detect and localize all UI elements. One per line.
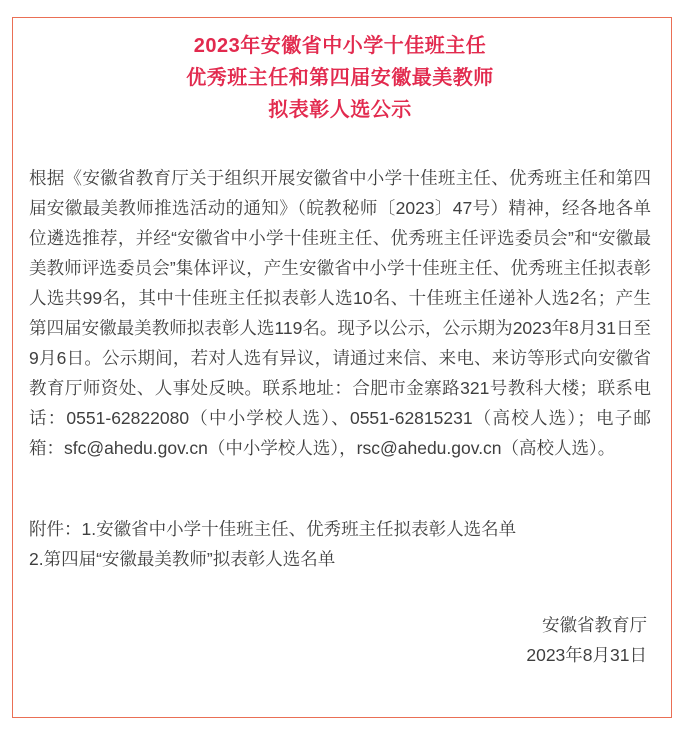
announcement-title-line-1: 2023年安徽省中小学十佳班主任 (193, 35, 487, 57)
attachment-line-1: 附件：1.安徽省中小学十佳班主任、优秀班主任拟表彰人选名单 (29, 519, 517, 539)
announcement-title-line-2: 优秀班主任和第四届安徽最美教师 (186, 67, 494, 89)
attachment-list (29, 514, 651, 574)
announcement-body-paragraph: 根据《安徽省教育厅关于组织开展安徽省中小学十佳班主任、优秀班主任和第四届安徽最美教师推选活动的通知》（皖教秘师〔2023〕47号）精神，经各地各单位遴选推荐，并经“安徽省中小学十佳班主任、优秀班主任评选委员会”和“安徽最美教师评选委员会”集体评议，产生安徽省中小学十佳班主任、优秀班主任拟表彰人选共99名，其中十佳班主任拟表彰人选10名、十佳班主任递补人选2名；产生第四届安徽最美教师拟表彰人选119名。现予以公示，公示期为2023年8月31日至9月6日。公示期间，若对人选有异议，请通过来信、来电、来访等形式向安徽省教育厅师资处、人事处反映。联系地址：合肥市金寨路321号教科大楼；联系电话：0551-62822080（中小学校人选）、0551-62815231（高校人选）；电子邮箱：sfc@ahedu.gov.cn（中小学校人选），rsc@ahedu.gov.cn（高校人选）。 (29, 168, 651, 458)
announcement-title-line-3: 拟表彰人选公示 (268, 99, 412, 121)
announcement-title (29, 30, 651, 126)
publish-date: 2023年8月31日 (526, 645, 647, 665)
announcement-border-frame (12, 17, 672, 718)
attachment-line-2: 2.第四届“安徽最美教师”拟表彰人选名单 (29, 549, 336, 569)
issuing-organization: 安徽省教育厅 (542, 615, 647, 635)
signature-block (29, 610, 651, 670)
